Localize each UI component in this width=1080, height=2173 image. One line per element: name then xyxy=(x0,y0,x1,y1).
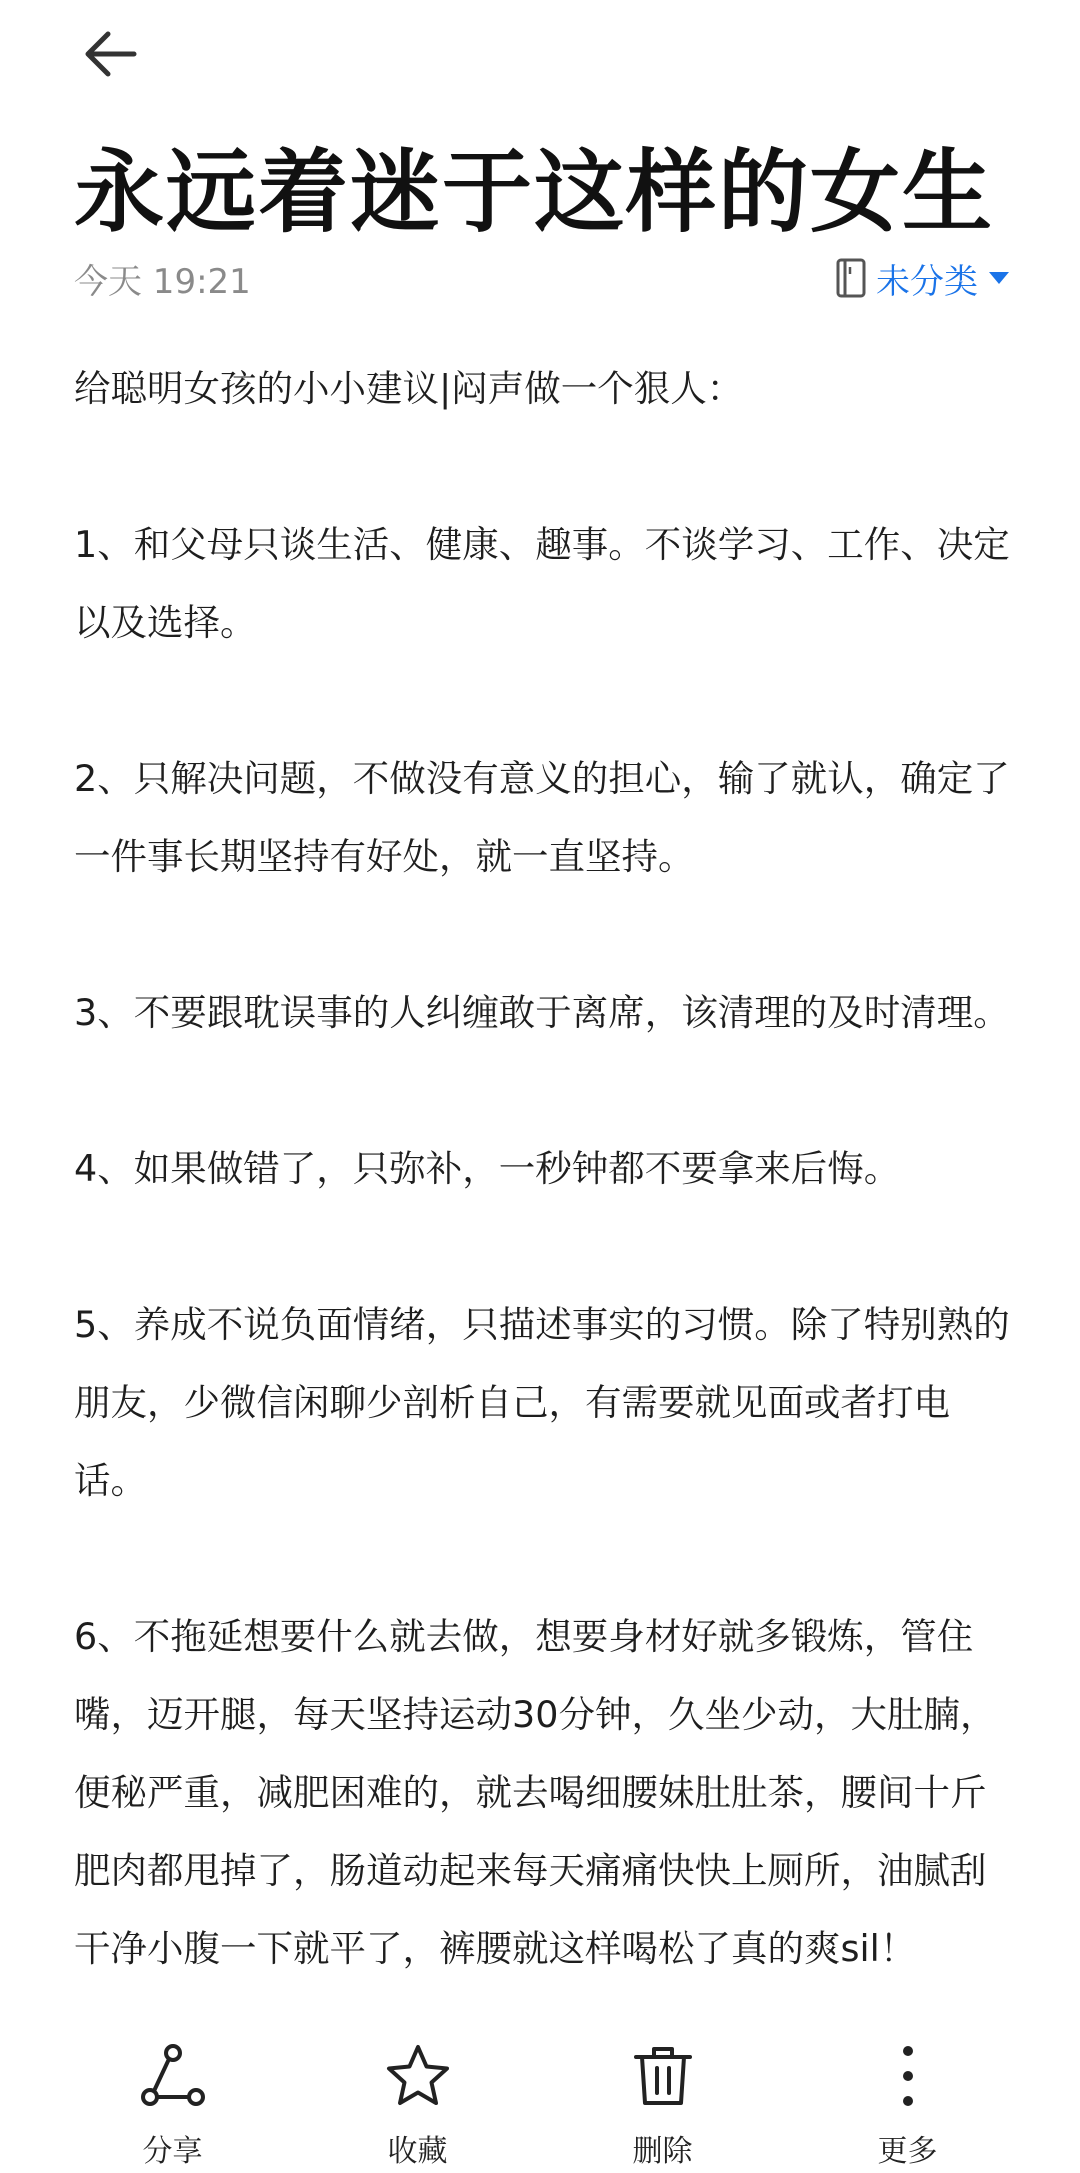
delete-button[interactable] xyxy=(578,2000,748,2170)
note-meta xyxy=(74,254,1010,302)
note-paragraph: 2、只解决问题，不做没有意义的担心，输了就认，确定了一件事长期坚持有好处，就一直坚持。 xyxy=(74,757,1010,878)
note-paragraph: 4、如果做错了，只弥补，一秒钟都不要拿来后悔。 xyxy=(74,1147,901,1190)
more-button[interactable] xyxy=(823,2000,993,2170)
note-paragraph: 6、不拖延想要什么就去做，想要身材好就多锻炼，管住嘴，迈开腿，每天坚持运动30分钟，久坐少动，大肚腩，便秘严重，减肥困难的，就去喝细腰妹肚肚茶，腰间十斤肥肉都甩掉了，肠道动起来每天痛痛快快上厕所，油腻刮干净小腹一下就平了，裤腰就这样喝松了真的爽sil！ xyxy=(74,1615,997,1970)
star-icon xyxy=(385,2043,451,2109)
trash-icon xyxy=(630,2043,696,2109)
delete-label: 删除 xyxy=(632,2134,693,2169)
back-button[interactable] xyxy=(70,14,150,94)
share-icon xyxy=(140,2043,206,2109)
note-date: 今天 19:21 xyxy=(74,261,251,302)
note-paragraph: 3、不要跟耽误事的人纠缠敢于离席，该清理的及时清理。 xyxy=(74,991,1010,1034)
favorite-button[interactable] xyxy=(333,2000,503,2170)
note-paragraph: 1、和父母只谈生活、健康、趣事。不谈学习、工作、决定以及选择。 xyxy=(74,523,1010,644)
caret-down-icon xyxy=(988,270,1010,286)
notebook-icon xyxy=(836,258,866,298)
category-label: 未分类 xyxy=(876,261,978,302)
note-title: 永远着迷于这样的女生 xyxy=(74,140,994,245)
note-paragraph: 给聪明女孩的小小建议|闷声做一个狠人： xyxy=(74,367,744,410)
category-selector[interactable] xyxy=(836,254,1010,303)
arrow-left-icon xyxy=(82,30,138,78)
more-label: 更多 xyxy=(877,2134,938,2169)
note-paragraph: 5、养成不说负面情绪，只描述事实的习惯。除了特别熟的朋友，少微信闲聊少剖析自己，有需要就见面或者打电话。 xyxy=(74,1303,1010,1502)
favorite-label: 收藏 xyxy=(387,2134,448,2169)
more-vertical-icon xyxy=(875,2043,941,2109)
note-content[interactable] xyxy=(74,350,1014,2000)
share-label: 分享 xyxy=(142,2134,203,2169)
share-button[interactable] xyxy=(88,2000,258,2170)
bottom-toolbar xyxy=(0,2000,1080,2173)
